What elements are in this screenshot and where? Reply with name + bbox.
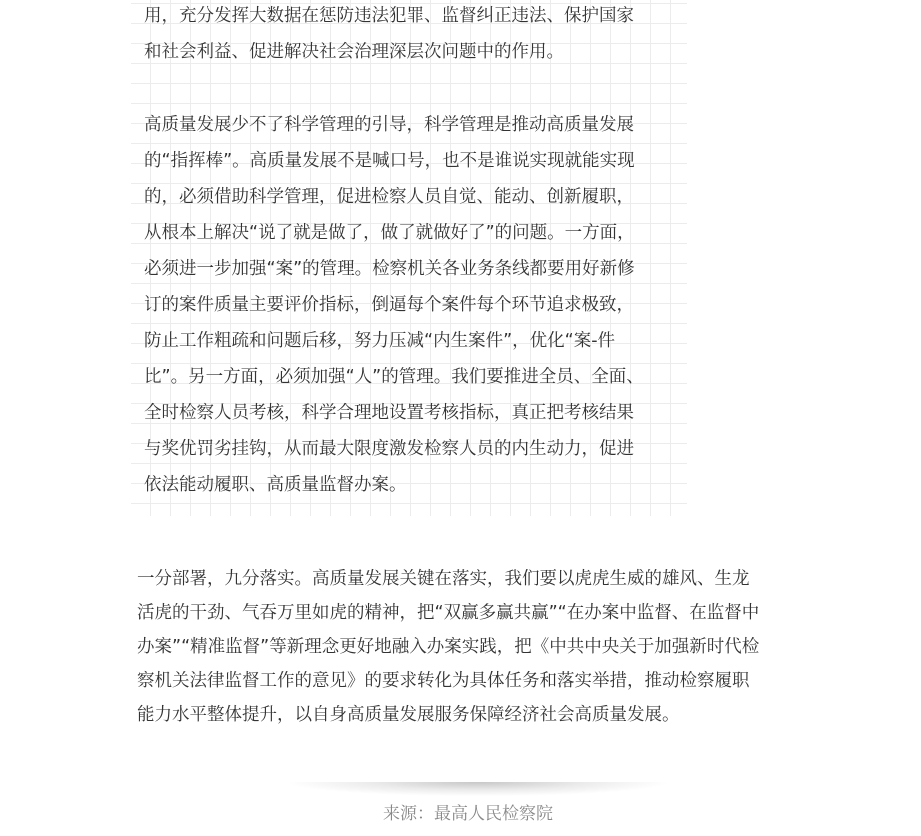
- text-line: 用，充分发挥大数据在惩防违法犯罪、监督纠正违法、保护国家: [144, 6, 634, 26]
- text-line: 必须进一步加强“案”的管理。检察机关各业务条线都要用好新修: [144, 259, 635, 279]
- text-line: 从根本上解决“说了就是做了，做了就做好了”的问题。一方面，: [144, 223, 635, 243]
- text-line: 活虎的干劲、气吞万里如虎的精神，把“双赢多赢共赢”“在办案中监督、在监督中: [137, 603, 760, 623]
- source-credit: 来源：最高人民检察院: [383, 804, 553, 824]
- text-line: 防止工作粗疏和问题后移，努力压减“内生案件”，优化“案-件: [144, 331, 616, 351]
- text-line: 一分部署，九分落实。高质量发展关键在落实，我们要以虎虎生威的雄风、生龙: [137, 569, 750, 589]
- quote-paragraph-1: [144, 0, 678, 70]
- text-line: 察机关法律监督工作的意见》的要求转化为具体任务和落实举措，推动检察履职: [137, 671, 750, 691]
- text-line: 与奖优罚劣挂钩，从而最大限度激发检察人员的内生动力，促进: [144, 439, 634, 459]
- text-line: 比”。另一方面，必须加强“人”的管理。我们要推进全员、全面、: [144, 367, 644, 387]
- main-paragraph: [137, 562, 807, 732]
- text-line: 的“指挥棒”。高质量发展不是喊口号，也不是谁说实现就能实现: [144, 151, 635, 171]
- text-line: 依法能动履职、高质量监督办案。: [144, 475, 407, 495]
- text-line: 和社会利益、促进解决社会治理深层次问题中的作用。: [144, 42, 564, 62]
- quote-paragraph-2: [144, 107, 678, 503]
- text-line: 全时检察人员考核，科学合理地设置考核指标，真正把考核结果: [144, 403, 634, 423]
- text-line: 订的案件质量主要评价指标，倒逼每个案件每个环节追求极致，: [144, 295, 634, 315]
- text-line: 办案”“精准监督”等新理念更好地融入办案实践，把《中共中央关于加强新时代检: [137, 637, 760, 657]
- text-line: 能力水平整体提升，以自身高质量发展服务保障经济社会高质量发展。: [137, 705, 680, 725]
- text-line: 高质量发展少不了科学管理的引导，科学管理是推动高质量发展: [144, 115, 634, 135]
- shadow-divider: [290, 782, 666, 796]
- text-line: 的，必须借助科学管理，促进检察人员自觉、能动、创新履职，: [144, 187, 634, 207]
